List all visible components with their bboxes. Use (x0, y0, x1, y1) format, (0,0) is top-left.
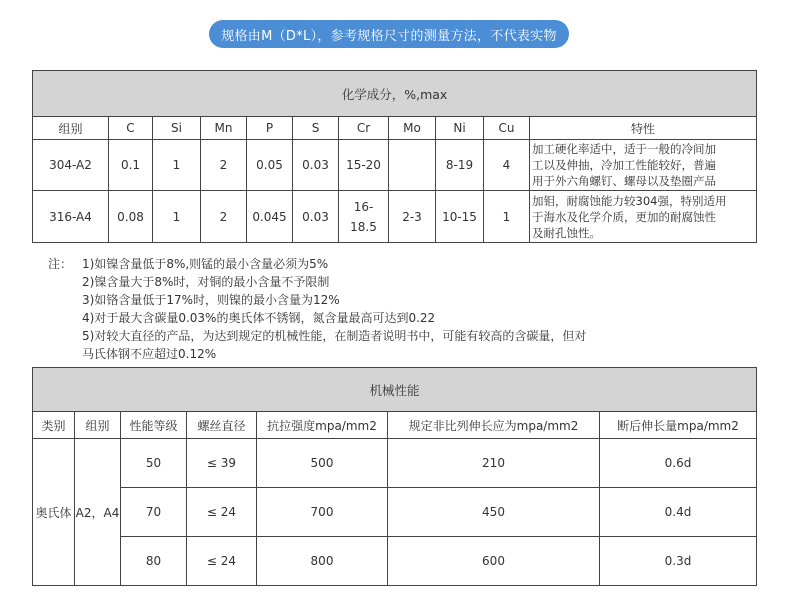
note-line: 1)如镍含量低于8%,则锰的最小含量必须为5% (82, 257, 329, 271)
mech-cell: 80 (121, 537, 187, 586)
chemical-composition-table (32, 70, 757, 243)
mech-cell: 210 (388, 439, 600, 488)
chem-header-si: Si (153, 117, 201, 140)
mech-header-tensile: 抗拉强度mpa/mm2 (257, 412, 388, 439)
properties-line: 于海水及化学介质，更加的耐腐蚀性 (532, 209, 716, 224)
chem-title: 化学成分，%,max (33, 71, 757, 117)
chem-cell: 1 (153, 191, 201, 243)
mech-cell: ≤ 24 (187, 488, 257, 537)
table-row (33, 488, 757, 537)
mech-cell: 0.4d (600, 488, 757, 537)
mech-cell: ≤ 39 (187, 439, 257, 488)
mech-header-group: 组别 (75, 412, 121, 439)
chem-cell: 0.1 (109, 140, 153, 191)
banner-pill (209, 20, 569, 48)
chem-header-properties: 特性 (530, 117, 757, 140)
chem-header-ni: Ni (436, 117, 484, 140)
chem-cell: 1 (153, 140, 201, 191)
chem-header-c: C (109, 117, 153, 140)
chem-header-s: S (293, 117, 339, 140)
chem-header-cu: Cu (484, 117, 530, 140)
chem-header-mn: Mn (201, 117, 247, 140)
chem-cell: 16- 18.5 (339, 191, 389, 243)
notes-label: 注： (48, 257, 73, 271)
mech-cell: 50 (121, 439, 187, 488)
mech-cell: 700 (257, 488, 388, 537)
notes-block (48, 255, 586, 363)
mech-cell: 450 (388, 488, 600, 537)
properties-line: 加工硬化率适中，适于一般的冷间加 (532, 142, 716, 156)
chem-cell: 0.03 (293, 140, 339, 191)
chem-cell: 10-15 (436, 191, 484, 243)
chem-header-group: 组别 (33, 117, 109, 140)
properties-line: 及耐孔蚀性。 (532, 225, 601, 240)
chem-cell: 0.045 (247, 191, 293, 243)
chem-cell: 15-20 (339, 140, 389, 191)
table-row (33, 140, 757, 191)
mech-cell: 0.3d (600, 537, 757, 586)
chem-cell: 1 (484, 191, 530, 243)
note-line: 4)对于最大含碳量0.03%的奥氏体不锈钢，氮含量最高可达到0.22 (82, 311, 436, 325)
mech-cell: 500 (257, 439, 388, 488)
mech-group-cell: A2，A4 (75, 439, 121, 586)
note-line: 2)镍含量大于8%时，对铜的最小含量不予限制 (82, 275, 330, 289)
mech-cell: 600 (388, 537, 600, 586)
mech-category-cell: 奥氏体 (33, 439, 75, 586)
properties-cell (530, 140, 757, 191)
mech-cell: 800 (257, 537, 388, 586)
chem-cell: 2 (201, 191, 247, 243)
properties-line: 用于外六角螺钉、螺母以及垫圈产品 (532, 174, 716, 188)
chem-header-p: P (247, 117, 293, 140)
chem-header-cr: Cr (339, 117, 389, 140)
note-line: 3)如铬含量低于17%时，则镍的最小含量为12% (82, 293, 340, 307)
table-row (33, 439, 757, 488)
chem-cell: 8-19 (436, 140, 484, 191)
mech-cell: ≤ 24 (187, 537, 257, 586)
properties-line: 工以及伸抽，冷加工性能较好，普遍 (532, 158, 716, 172)
mech-title: 机械性能 (33, 368, 757, 412)
properties-cell (530, 191, 757, 243)
mechanical-properties-table (32, 367, 757, 586)
mech-header-grade: 性能等级 (121, 412, 187, 439)
mech-header-diameter: 螺丝直径 (187, 412, 257, 439)
table-row (33, 191, 757, 243)
mech-header-category: 类别 (33, 412, 75, 439)
chem-cell (389, 140, 436, 191)
note-line: 马氏体钢不应超过0.12% (82, 347, 217, 361)
chem-cell: 0.03 (293, 191, 339, 243)
mech-cell: 70 (121, 488, 187, 537)
properties-line: 加钼，耐腐蚀能力较304强，特别适用 (532, 193, 727, 208)
chem-header-mo: Mo (389, 117, 436, 140)
chem-cell: 2-3 (389, 191, 436, 243)
mech-cell: 0.6d (600, 439, 757, 488)
mech-header-yield: 规定非比列伸长应为mpa/mm2 (388, 412, 600, 439)
banner-text: 规格由M（D*L），参考规格尺寸的测量方法，不代表实物 (221, 28, 557, 44)
chem-cell: 304-A2 (33, 140, 109, 191)
chem-cell: 316-A4 (33, 191, 109, 243)
chem-cell: 0.05 (247, 140, 293, 191)
chem-cell: 4 (484, 140, 530, 191)
chem-cell: 2 (201, 140, 247, 191)
table-row (33, 537, 757, 586)
mech-header-elongation: 断后伸长量mpa/mm2 (600, 412, 757, 439)
note-line: 5)对较大直径的产品，为达到规定的机械性能，在制造者说明书中，可能有较高的含碳量，但对 (82, 329, 587, 343)
chem-cell: 0.08 (109, 191, 153, 243)
